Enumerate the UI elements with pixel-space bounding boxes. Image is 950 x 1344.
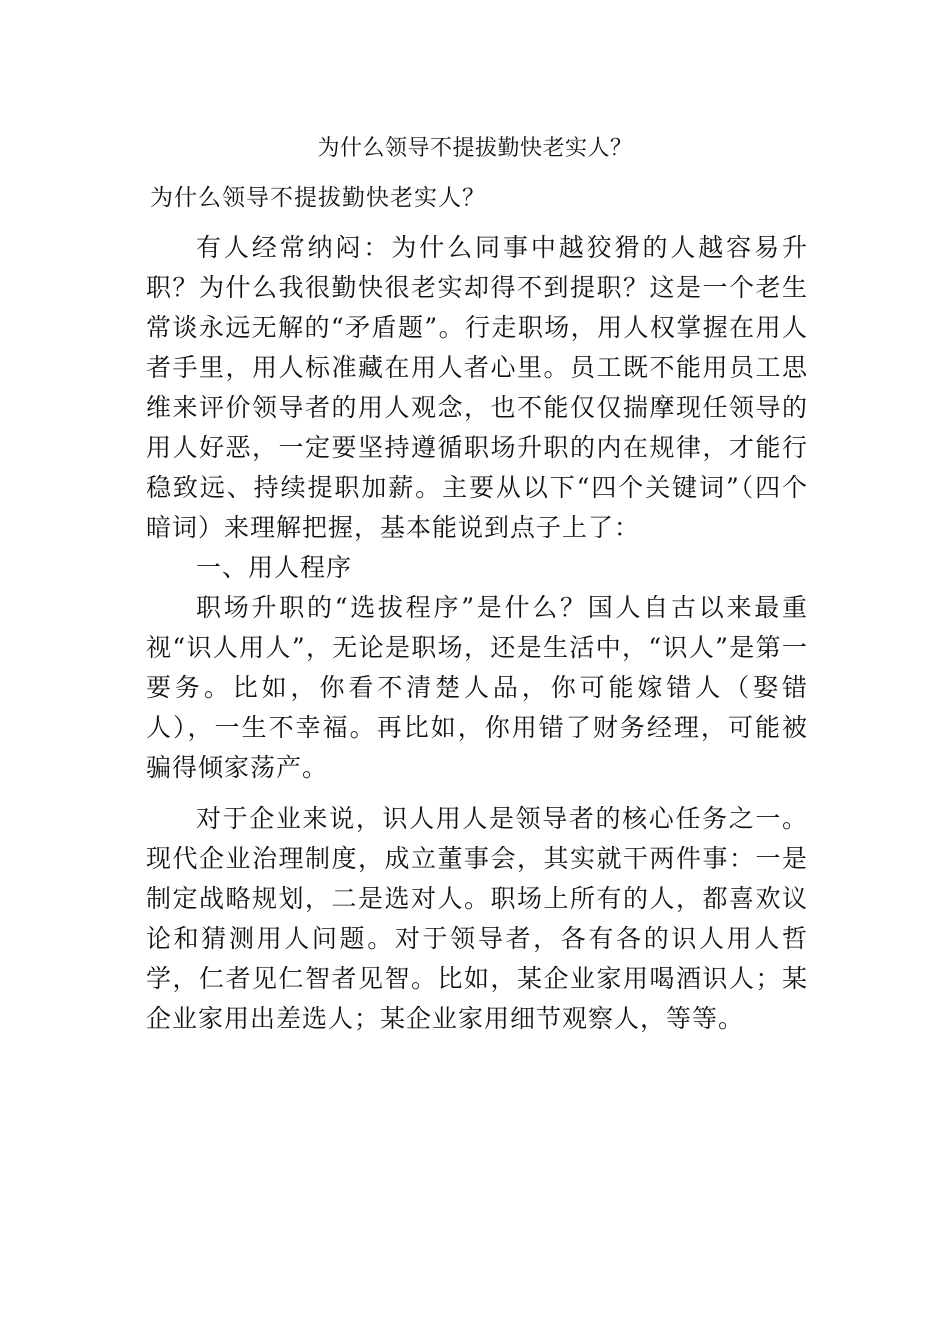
paragraph-enterprise: 对于企业来说，识人用人是领导者的核心任务之一。现代企业治理制度，成立董事会，其实就干两件事：一是制定战略规划，二是选对人。职场上所有的人，都喜欢议论和猜测用人问题。对于领导者，各有各的识人用人哲学，仁者见仁智者见智。比如，某企业家用喝酒识人；某企业家用出差选人；某企业家用细节观察人，等等。 [146,804,808,1033]
document-body [146,228,808,1039]
section-heading-1: 一、用人程序 [196,553,353,582]
paragraph-selection-procedure: 职场升职的“选拔程序”是什么？国人自古以来最重视“识人用人”，无论是职场，还是生活中，“识人”是第一要务。比如，你看不清楚人品，你可能嫁错人（娶错人），一生不幸福。再比如，你用错了财务经理，可能被骗得倾家荡产。 [146,593,808,782]
document-title: 为什么领导不提拔勤快老实人？ [317,136,633,161]
paragraph-intro: 有人经常纳闷：为什么同事中越狡猾的人越容易升职？为什么我很勤快很老实却得不到提职？这是一个老生常谈永远无解的“矛盾题”。行走职场，用人权掌握在用人者手里，用人标准藏在用人者心里。员工既不能用员工思维来评价领导者的用人观念，也不能仅仅揣摩现任领导的用人好恶，一定要坚持遵循职场升职的内在规律，才能行稳致远、持续提职加薪。主要从以下“四个关键词”（四个暗词）来理解把握，基本能说到点子上了： [146,233,808,542]
document-subtitle: 为什么领导不提拔勤快老实人？ [150,185,486,211]
